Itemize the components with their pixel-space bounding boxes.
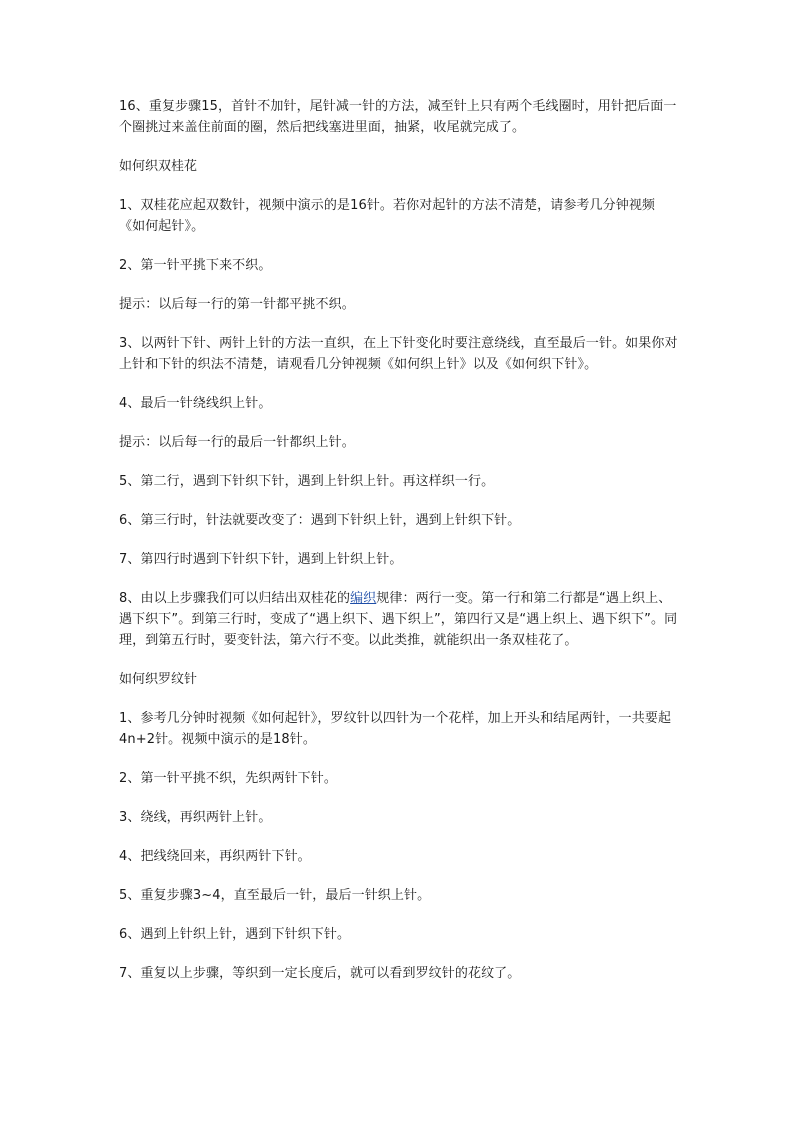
paragraph-s1-3: 3、以两针下针、两针上针的方法一直织，在上下针变化时要注意绕线，直至最后一针。如果你对上针和下针的织法不清楚，请观看几分钟视频《如何织上针》以及《如何织下针》。 xyxy=(119,336,678,372)
paragraph-s1-tip2: 提示：以后每一行的最后一针都织上针。 xyxy=(119,435,355,450)
paragraph-s1-8 xyxy=(119,588,679,651)
paragraph-s1-8-after: 规律：两行一变。第一行和第二行都是“遇上织上、遇下织下”。到第三行时，变成了“遇上织下、遇下织上”，第四行又是“遇上织上、遇下织下”。同理，到第五行时，要变针法，第六行不变。以此类推，就能织出一条双桂花了。 xyxy=(119,591,678,648)
paragraph-s1-6: 6、第三行时，针法就要改变了：遇到下针织上针，遇到上针织下针。 xyxy=(119,513,521,528)
paragraph-s1-2: 2、第一针平挑下来不织。 xyxy=(119,258,272,273)
document-page xyxy=(119,96,679,1002)
paragraph-s2-1: 1、参考几分钟时视频《如何起针》，罗纹针以四针为一个花样，加上开头和结尾两针，一共要起4n+2针。视频中演示的是18针。 xyxy=(119,711,672,747)
paragraph-s2-5: 5、重复步骤3~4，直至最后一针，最后一针织上针。 xyxy=(119,888,431,903)
paragraph-s2-3: 3、绕线，再织两针上针。 xyxy=(119,810,272,825)
paragraph-s1-7: 7、第四行时遇到下针织下针，遇到上针织上针。 xyxy=(119,552,403,567)
section-title-double-osmanthus: 如何织双桂花 xyxy=(119,159,198,174)
knitting-link[interactable]: 编织 xyxy=(350,591,377,606)
paragraph-step16: 16、重复步骤15，首针不加针，尾针减一针的方法，减至针上只有两个毛线圈时，用针把后面一个圈挑过来盖住前面的圈，然后把线塞进里面，抽紧，收尾就完成了。 xyxy=(119,99,677,135)
paragraph-s1-4: 4、最后一针绕线织上针。 xyxy=(119,396,272,411)
paragraph-s2-6: 6、遇到上针织上针，遇到下针织下针。 xyxy=(119,927,351,942)
paragraph-s1-tip1: 提示：以后每一行的第一针都平挑不织。 xyxy=(119,297,355,312)
paragraph-s1-1: 1、双桂花应起双数针，视频中演示的是16针。若你对起针的方法不清楚，请参考几分钟视频《如何起针》。 xyxy=(119,198,656,234)
paragraph-s2-4: 4、把线绕回来，再织两针下针。 xyxy=(119,849,311,864)
section-title-rib-stitch: 如何织罗纹针 xyxy=(119,672,198,687)
paragraph-s2-2: 2、第一针平挑不织，先织两针下针。 xyxy=(119,771,337,786)
paragraph-s2-7: 7、重复以上步骤，等织到一定长度后，就可以看到罗纹针的花纹了。 xyxy=(119,966,521,981)
paragraph-s1-8-before: 8、由以上步骤我们可以归结出双桂花的 xyxy=(119,591,351,606)
paragraph-s1-5: 5、第二行，遇到下针织下针，遇到上针织上针。再这样织一行。 xyxy=(119,474,495,489)
